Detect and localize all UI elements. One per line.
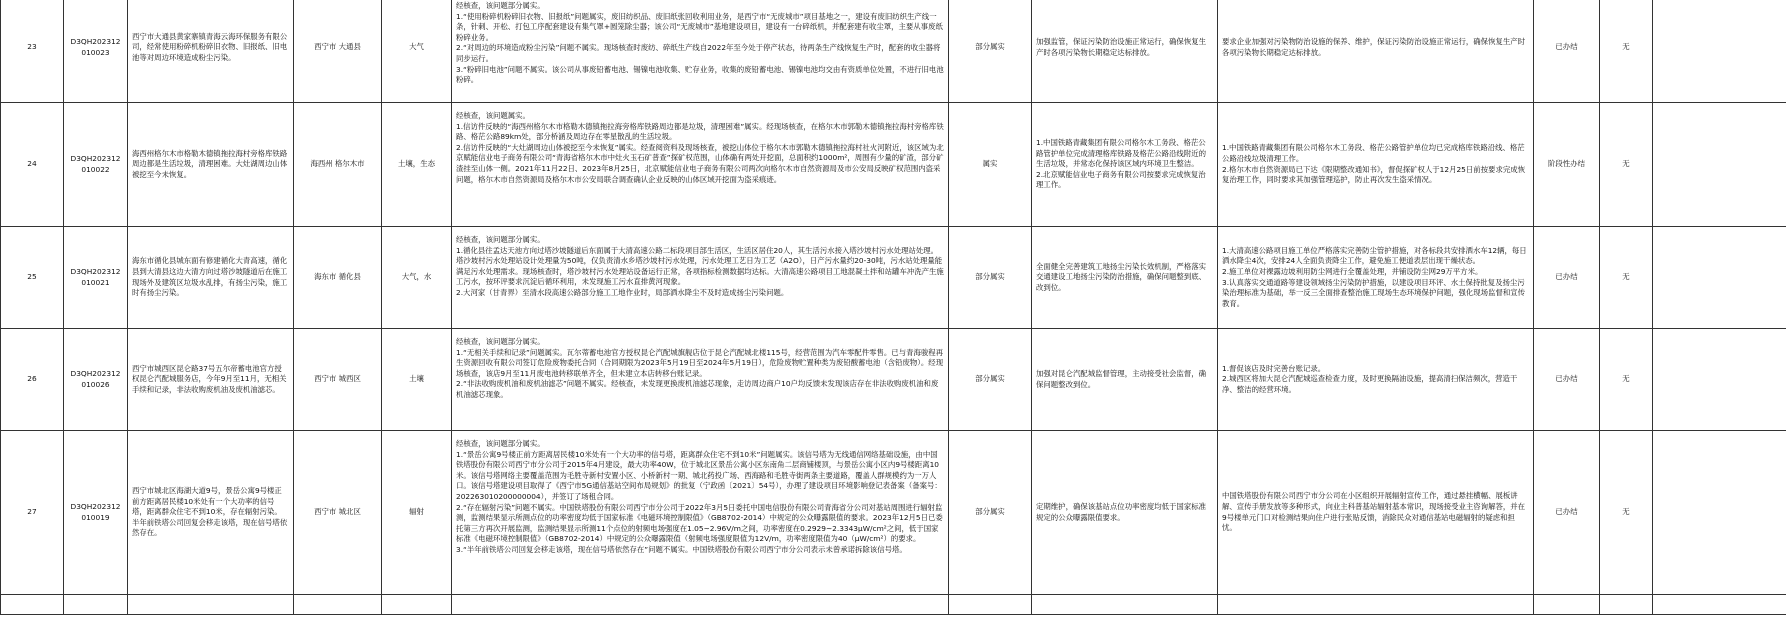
remarks-cell <box>1653 0 1786 103</box>
region-cell: 海东市 循化县 <box>294 227 382 329</box>
table-row <box>1 103 1786 227</box>
accountability-cell: 无 <box>1600 431 1653 595</box>
remarks-cell <box>1653 227 1786 329</box>
remarks-cell <box>1653 431 1786 595</box>
verification-findings: 经核查，该问题部分属实。 1.循化县往孟达天池方向过塔沙坡隧道后东面属于大清高速公路二标段项目部生活区，生活区居住20人，其生活污水接入塔沙坡村污水处理站处理。塔沙坡村污水处理站设计处理量为50吨，仅负责清水乡塔沙坡村污水处理，污水处理工艺日为工艺（A2O），日产污水量约20-30吨，污水站处理量能满足污水处理需求。现场核查时，塔沙坡村污水处理站设备运行正常，各项指标检测数据均达标。大清高速公路项目工地混凝土拌和站罐车冲洗产生施工污水，按环评要求沉淀后循环利用，未发现施工污水直排黄河现象。 2.大河家（甘青界）至清水段高速公路部分施工工地作业时，局部洒水降尘不及时造成扬尘污染问题。 <box>452 227 949 329</box>
region-cell: 海西州 格尔木市 <box>294 103 382 227</box>
verification-findings: 经核查，该问题部分属实。 1.“无相关手续和记录”问题属实。瓦尔蒂蓄电池官方授权昆仑汽配城旗舰店位于昆仑汽配城北楼115号，经营范围为汽车零配件零售。已与青海骏程再生资源回收有限公司签订危险废物委托合同（合同期限为2023年5月19日至2024年5月19日），危险废物贮置种类为废铅酸蓄电池（含铅废物）。经现场核查，该店9月至11月废电池转移联单齐全，但未建立本店转移台账记录。 2.“非法收购废机油和废机油滤芯”问题不属实。经核查，未发现更换废机油滤芯现象，走访周边商户10户均反馈未发现该店存在非法收购废机油和废机油滤芯现象。 <box>452 329 949 431</box>
region-cell: 西宁市 城北区 <box>294 431 382 595</box>
handling-measures: 加强对昆仑汽配城监督管理，主动接受社会监督，确保问题整改到位。 <box>1032 329 1218 431</box>
accountability-cell: 无 <box>1600 227 1653 329</box>
verdict-cell: 部分属实 <box>949 329 1032 431</box>
pollution-type: 辐射 <box>382 431 452 595</box>
pollution-type: 大气，水 <box>382 227 452 329</box>
row-number: 25 <box>1 227 64 329</box>
case-code: D3QH202312 010021 <box>64 227 128 329</box>
complaint-text: 西宁市城北区海湖大道9号，景岳公寓9号楼正前方距离居民楼10米处有一个大功率的信号塔，距离群众住宅不到10米，存在辐射污染。半年前铁塔公司回复会移走该塔，现在信号塔依然存在。 <box>128 431 294 595</box>
completion-status: 阶段性办结 <box>1534 103 1600 227</box>
complaint-text: 海西州格尔木市格勒木德镇拖拉海村旁格库铁路周边都是生活垃圾，清理困难。大灶湖周边山体被挖至今未恢复。 <box>128 103 294 227</box>
verdict-cell: 部分属实 <box>949 227 1032 329</box>
table-row <box>1 329 1786 431</box>
verification-findings: 经核查，该问题部分属实。 1.“景岳公寓9号楼正前方距离居民楼10米处有一个大功率的信号塔，距离群众住宅不到10米”问题属实。该信号塔为无线通信网络基础设施，由中国铁塔股份有限公司西宁市分公司于2015年4月建设，最大功率40W，位于城北区景岳公寓小区东南角二层商铺楼顶，与景岳公寓小区内9号楼距离10米。该信号塔网络主要覆盖范围为毛胜寺新村安置小区、小桥新村一期、城北药投广场、西海路和毛胜寺街两条主要道路，覆盖人群规模约为一万人口。该信号塔建设项目取得了《西宁市5G通信基站空间布局规划》的批复（宁政函〔2021〕54号），办理了建设项目环境影响登记表备案（备案号：202263010200000004），并签订了场租合同。 2.“存在辐射污染”问题不属实。中国铁塔股份有限公司西宁市分公司于2022年3月5日委托中国电信股份有限公司青海省分公司对基站周围进行辐射监测，监测结果显示所测点位的功率密度均低于国家标准《电磁环境控制限值》（GB8702-2014）中规定的公众曝露限值的要求。2023年12月5日已委托第三方再次开展监测，监测结果显示所测11个点位的射频电场强度在1.05~2.96V/m之间，功率密度在0.2929~2.3343μW/cm²之间，低于国家标准《电磁环境控制限值》（GB8702-2014）中规定的公众曝露限值（射频电场强度限值为12V/m，功率密度限值为40（μW/cm²）的要求。 3.“半年前铁塔公司回复会移走该塔，现在信号塔依然存在”问题不属实。中国铁塔股份有限公司西宁市分公司表示未曾承诺拆除该信号塔。 <box>452 431 949 595</box>
verdict-cell: 属实 <box>949 103 1032 227</box>
pollution-type: 土壤 <box>382 329 452 431</box>
table-row <box>1 227 1786 329</box>
verification-findings: 经核查，该问题部分属实。 1.“使用粉碎机粉碎旧衣物、旧报纸”问题属实，废旧纺织品、废旧纸张回收利用业务，是西宁市“无废城市”项目基地之一，建设有废旧纺织生产线一条，针刺、开松、打包工序配套建设有集气罩+圆笼除尘器；该公司“无废城市”基地建设项目，建设有一台碎纸机，并配套建有收尘罩，主要从事废纸粉碎业务。 2.“对周边的环境造成粉尘污染”问题不属实。现场核查时废纺、碎纸生产线自2022年至今处于停产状态，待两条生产线恢复生产时，配套的收尘器将同步运行。 3.“粉碎旧电池”问题不属实。该公司从事废铅蓄电池、锡镍电池收集、贮存业务，收集的废铅蓄电池、锡镍电池均交由有资质单位处置，不进行旧电池粉碎。 <box>452 0 949 103</box>
remarks-cell <box>1653 329 1786 431</box>
handling-measures: 全面健全完善建筑工地扬尘污染长效机制，严格落实交通建设工地扬尘污染防治措施，确保问题整到底、改到位。 <box>1032 227 1218 329</box>
verification-findings: 经核查，该问题属实。 1.信访件反映的“海西州格尔木市格勒木德镇拖拉海旁格库铁路周边都是垃圾，清理困难”属实。经现场核查，在格尔木市郭勒木德镇拖拉海村旁格库铁路、格茫公路89km处，部分桥涵及周边存在零星散乱的生活垃圾。 2.信访件反映的“大灶湖周边山体被挖至今未恢复”属实。经查阅资料及现场核查，被挖山体位于格尔木市郭勒木德镇拖拉海村社火河附近，该区域为北京赋能信业电子商务有限公司“青海省格尔木市中灶火玉石矿普查”探矿权范围，山体确有两处开挖面，总面积约1000m²，周围有少量的矿渣，部分矿渣挂至山体一侧。2021年11月22日、2023年8月25日，北京赋能信业电子商务有限公司两次向格尔木市自然资源局及市公安局反映矿权范围内盗采问题，格尔木市自然资源局及格尔木市公安局联合调查确认企业反映的山体区域开挖面为盗采痕迹。 <box>452 103 949 227</box>
complaint-text: 西宁市城西区昆仑路37号五尔帝蓄电池官方授权昆仑汽配城服务店，今年9月至11月，无相关手续和记录，非法收购废机油及废机油滤芯。 <box>128 329 294 431</box>
case-code: D3QH202312 010019 <box>64 431 128 595</box>
region-cell: 西宁市 大通县 <box>294 0 382 103</box>
empty-cell <box>949 595 1032 615</box>
empty-cell <box>64 595 128 615</box>
empty-cell <box>1534 595 1600 615</box>
empty-cell <box>1 595 64 615</box>
table-row <box>1 0 1786 103</box>
complaint-text: 海东市循化县城东面有修建循化大青高速，循化县到大清县这边大清方向过塔沙坡隧道后在施工现场外及建筑区垃圾水乱排，有扬尘污染，施工时有扬尘污染。 <box>128 227 294 329</box>
completion-status: 已办结 <box>1534 227 1600 329</box>
rectification-status: 1.督促该店及时完善台账记录。 2.城西区将加大昆仑汽配城巡查检查力度，及时更换隔油设施，提高清扫保洁频次，营造干净、整洁的经营环境。 <box>1218 329 1534 431</box>
completion-status: 已办结 <box>1534 431 1600 595</box>
rectification-status: 中国铁塔股份有限公司西宁市分公司在小区组织开展辐射宣传工作，通过悬挂横幅、展板讲解、宣传手册发放等多种形式，向业主科普基站辐射基本常识，现场接受业主咨询解答，并在9号楼单元门口对检测结果向住户进行张贴反馈，消除民众对通信基站电磁辐射的疑虑和担忧。 <box>1218 431 1534 595</box>
empty-cell <box>1218 595 1534 615</box>
region-cell: 西宁市 城西区 <box>294 329 382 431</box>
case-code: D3QH202312 010026 <box>64 329 128 431</box>
empty-cell <box>452 595 949 615</box>
empty-cell <box>294 595 382 615</box>
row-number: 24 <box>1 103 64 227</box>
rectification-status: 要求企业加强对污染物防治设施的保养、维护，保证污染防治设施正常运行，确保恢复生产时各项污染物长期稳定达标排放。 <box>1218 0 1534 103</box>
empty-cell <box>1653 595 1786 615</box>
completion-status: 已办结 <box>1534 329 1600 431</box>
empty-cell <box>1032 595 1218 615</box>
handling-measures: 定期维护，确保该基站点位功率密度均低于国家标准规定的公众曝露限值要求。 <box>1032 431 1218 595</box>
case-code: D3QH202312 010022 <box>64 103 128 227</box>
table-row-partial <box>1 595 1786 615</box>
accountability-cell: 无 <box>1600 0 1653 103</box>
row-number: 26 <box>1 329 64 431</box>
handling-measures: 加强监管，保证污染防治设施正常运行，确保恢复生产时各项污染物长期稳定达标排放。 <box>1032 0 1218 103</box>
case-code: D3QH202312 010023 <box>64 0 128 103</box>
completion-status: 已办结 <box>1534 0 1600 103</box>
accountability-cell: 无 <box>1600 329 1653 431</box>
verdict-cell: 部分属实 <box>949 0 1032 103</box>
empty-cell <box>128 595 294 615</box>
empty-cell <box>382 595 452 615</box>
verdict-cell: 部分属实 <box>949 431 1032 595</box>
row-number: 27 <box>1 431 64 595</box>
rectification-status: 1.大清高速公路项目施工单位严格落实完善防尘管护措施，对各标段共安排洒水车12辆，每日洒水降尘4次，安排24人全面负责降尘工作，避免施工便道表层出现干燥状态。 2.施工单位对裸露边坡利用防尘网进行全覆盖处理，并铺设防尘网29万平方米。 3.认真落实交通道路等建设领域扬尘污染防护措施，以建设项目环评、水土保持批复及扬尘污染治理标准为基础，举一反三全面排查整治施工现场生态环境保护问题，强化现场监督和宣传教育。 <box>1218 227 1534 329</box>
pollution-type: 大气 <box>382 0 452 103</box>
handling-measures: 1.中国铁路青藏集团有限公司格尔木工务段、格茫公路管护单位完成清理格库铁路及格茫公路沿线附近的生活垃圾，并常态化保持该区域内环境卫生整洁。 2.北京赋能信业电子商务有限公司按要求完成恢复治理工作。 <box>1032 103 1218 227</box>
rectification-status: 1.中国铁路青藏集团有限公司格尔木工务段、格茫公路管护单位均已完成格库铁路沿线、格茫公路沿线垃圾清理工作。 2.格尔木市自然资源局已下达《限期整改通知书》，督促探矿权人于12月25日前按要求完成恢复治理工作，同时要求其加强管理巡护，防止再次发生盗采情况。 <box>1218 103 1534 227</box>
row-number: 23 <box>1 0 64 103</box>
empty-cell <box>1600 595 1653 615</box>
remarks-cell <box>1653 103 1786 227</box>
pollution-type: 土壤，生态 <box>382 103 452 227</box>
table-row <box>1 431 1786 595</box>
complaint-text: 西宁市大通县黄家寨镇青海云海环保服务有限公司，经常使用粉碎机粉碎旧衣物、旧报纸、旧电池等对周边环境造成粉尘污染。 <box>128 0 294 103</box>
accountability-cell: 无 <box>1600 103 1653 227</box>
